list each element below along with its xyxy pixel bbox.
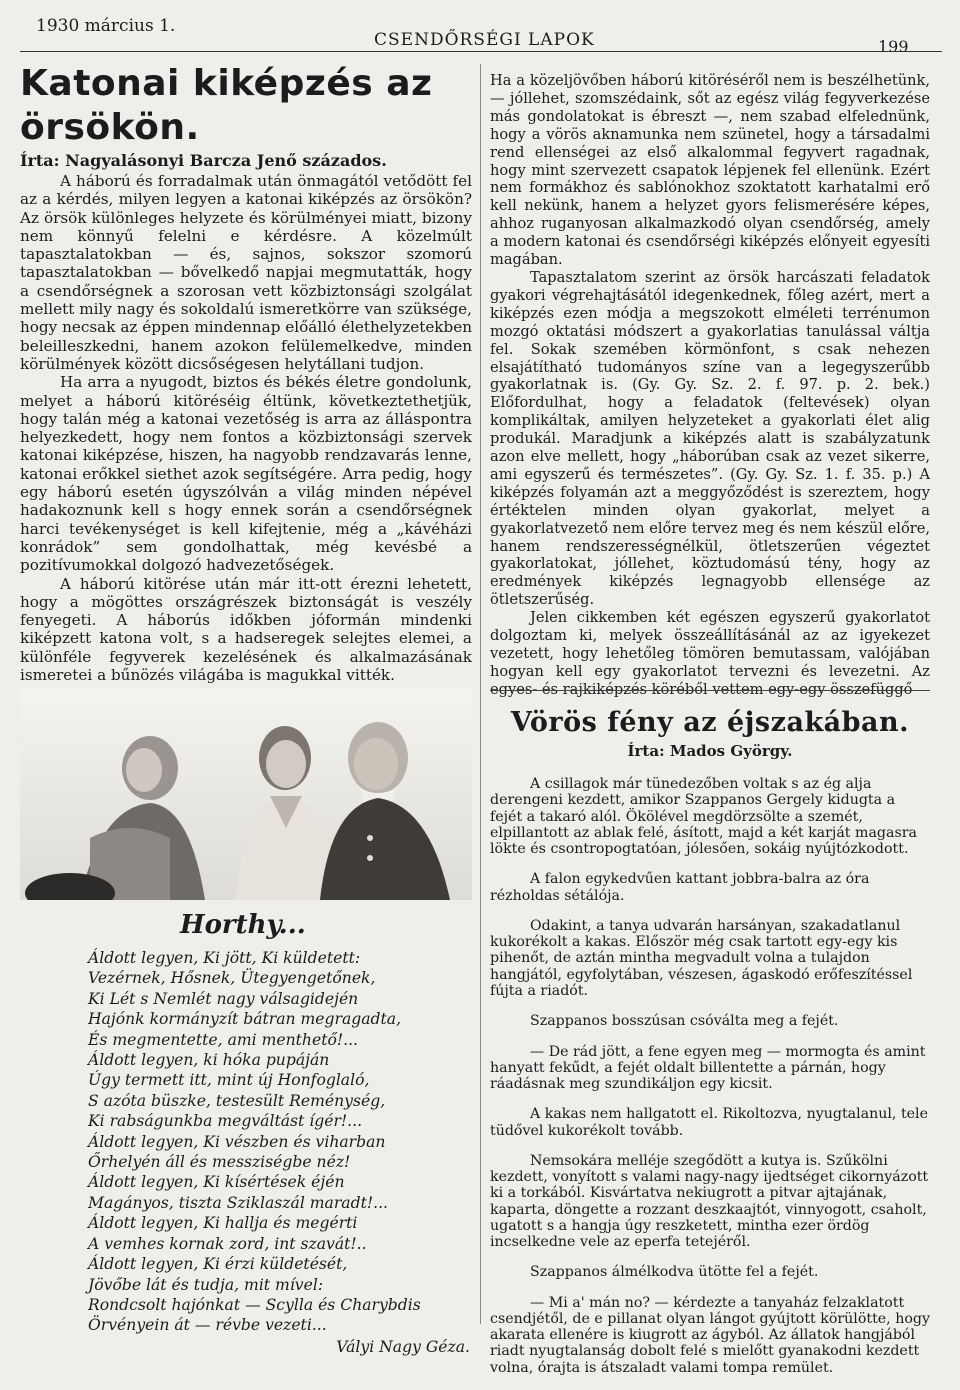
issue-date: 1930 március 1. bbox=[36, 16, 176, 36]
page-number: 199 bbox=[878, 37, 909, 56]
article2-paragraph: A falon egykedvűen kattant jobbra-balra az óra rézholdas sétálója. bbox=[490, 871, 870, 904]
poem-line: Vezérnek, Hősnek, Ütegyengetőnek, bbox=[88, 969, 376, 988]
article2-body bbox=[490, 776, 930, 1376]
article2-paragraph: Szappanos álmélkodva ütötte fel a fejét. bbox=[530, 1264, 819, 1281]
poem-line: Áldott legyen, Ki érzi küldetését, bbox=[88, 1255, 348, 1274]
poem-line: Rondcsolt hajónkat — Scylla és Charybdis bbox=[88, 1295, 421, 1314]
poem bbox=[88, 910, 478, 1356]
article2-paragraph: Nemsokára melléje szegődött a kutya is. Szűkölni kezdett, vonyított s valami nagy-nagy ijedtséget cikornyázott ki a torkából. Kisvártatva nekiugrott a pitvar ajtajának, kaparta, döngette a rozzant deszkaajtót, vinnyogott, csaholt, ugatott s a hangja úgy reszketett, mintha ezer ördög incselkedne vele az eperfa tetejéről. bbox=[490, 1152, 929, 1250]
article1-paragraph: Ha a közeljövőben háború kitöréséről nem is beszélhetünk, — jóllehet, szomszédaink, sőt az egész világ fegyverkezése más gondolatokat is ébreszt —, nem szabad elfelednünk, hogy a vörös aknamunka nem szünetel, hogy a társadalmi rend ellenségei az első alkalommal fegyvert ragadnak, hogy mint szervezett csapatok lépjenek fel ellenünk. Ezért nem formákhoz és sablónokhoz szoktatott karhatalmi erő kell nekünk, hanem a helyzet gyors felismerésére képes, ahhoz ruganyosan alkalmazkodó olyan csendőrség, amely a modern katonai és csendőrségi kiképzés előnyeit egyesíti magában. bbox=[490, 72, 930, 269]
article1-paragraph: A háború és forradalmak után önmagától vetődött fel az a kérdés, milyen legyen a katonai kiképzés az örsökön? Az örsök különleges helyzete és körülményei miatt, bizony nem könnyű felelni e kérdésre. A közelmúlt tapasztalatokban — és, sajnos, sokszor szomorú tapasztalatokban — bővelkedő napjai megmutatták, hogy a csendőrségnek a szorosan vett közbiztonsági szolgálat mellett mily nagy és sokoldalú ismeretkörre van szüksége, hogy necsak az éppen mindennap előálló élethelyzetekben beleilleszkedni, hanem azokon felülemelkedve, minden körülmények között dicsőségesen helytállani tudjon. bbox=[20, 172, 472, 373]
publication-title: CSENDŐRSÉGI LAPOK bbox=[374, 30, 595, 50]
poem-lines bbox=[88, 948, 478, 1336]
poem-line: Úgy termett itt, mint új Honfoglaló, bbox=[88, 1071, 370, 1090]
article1-title: Katonai kiképzés az örsökön. bbox=[20, 63, 433, 148]
article2 bbox=[490, 706, 930, 1390]
poem-line: Áldott legyen, Ki jött, Ki küldetett: bbox=[88, 949, 361, 967]
poem-line: Őrhelyén áll és messziségbe néz! bbox=[88, 1153, 351, 1172]
article2-title: Vörös fény az éjszakában. bbox=[510, 707, 910, 738]
poem-line: Örvényein át — révbe vezeti... bbox=[88, 1316, 327, 1335]
horthy-photo bbox=[20, 688, 472, 900]
poem-line: Ki Lét s Nemlét nagy válsagidején bbox=[88, 989, 359, 1008]
article1-paragraph: Ha arra a nyugodt, biztos és békés életre gondolunk, melyet a háború kitöréséig éltünk, következtethetjük, hogy talán még a katonai vezetőség is arra az álláspontra helyezkedett, hogy nem fontos a közbiztonsági szervek katonai kiképzése, hiszen, ha nagyobb rendzavarás lenne, katonai erőkkel siethet azok segítségére. Arra pedig, hogy egy háború esetén úgyszólván a világ minden népével hadakoznunk kell s hogy ennek során a csendőrségnek harci tevékenységet is kell kifejtenie, még a „kávéházi konrádok” sem gondolhattak, még kevésbé a pozitívumokkal dolgozó hadvezetőségek. bbox=[20, 373, 472, 575]
poem-author: Vályi Nagy Géza. bbox=[336, 1337, 470, 1356]
poem-title: Horthy... bbox=[180, 910, 306, 940]
article1-right bbox=[490, 72, 930, 699]
article-separator bbox=[490, 690, 930, 691]
article1-left bbox=[20, 62, 472, 684]
article1-body bbox=[20, 172, 472, 684]
article1-body-continued bbox=[490, 72, 930, 699]
poem-line: A vemhes kornak zord, int szavát!.. bbox=[88, 1234, 367, 1253]
article2-byline: Írta: Mados György. bbox=[627, 742, 793, 760]
column-divider bbox=[480, 64, 481, 1324]
photo-illustration bbox=[20, 688, 472, 900]
article2-paragraph: Odakint, a tanya udvarán harsányan, szakadatlanul kukorékolt a kakas. Először még csak tartott egy-egy kis pihenőt, de aztán mintha megvadult volna a tulajdon hangjától, egyfolytában, vészesen, ágaskodó erőfeszítéssel fújta a riadót. bbox=[490, 917, 913, 999]
poem-line: Jövőbe lát és tudja, mit mível: bbox=[88, 1275, 324, 1294]
poem-line: Áldott legyen, Ki vészben és viharban bbox=[88, 1132, 386, 1151]
article1-byline: Írta: Nagyalásonyi Barcza Jenő százados. bbox=[20, 151, 387, 170]
article1-paragraph: Jelen cikkemben két egészen egyszerű gyakorlatot dolgoztam ki, melyek összeállításánál az az igyekezet vezetett, hogy lehetőleg tömören bemutassam, valójában hogyan kell egy gyakorlatot tervezni és levezetni. Az egyes- és rajkiképzés köréből vettem egy-egy összefüggő bbox=[490, 609, 930, 698]
article1-paragraph: Tapasztalatom szerint az örsök harcászati feladatok gyakori végrehajtásától idegenkednek, főleg azért, mert a kiképzés ezen módja a megszokott elméleti terrénumon mozgó oktatási módszert a gyakorlatias tanulással váltja fel. Sokak szemében körmönfont, s csak nehezen elsajátítható tudományos színe van a legegyszerűbb gyakorlatnak is. (Gy. Gy. Sz. 2. f. 97. p. 2. bek.) Előfordulhat, hogy a feladatok (feltevések) olyan komplikáltak, amilyen helyzeteket a gyakorlati élet alig produkál. Maradjunk a kiképzés alatt is szabályzatunk azon elve mellett, hogy „háborúban csak az vezet sikerre, ami egyszerű és természetes”. (Gy. Gy. Sz. 1. f. 35. p.) A kiképzés folyamán azt a meggyőződést is szereztem, hogy értéktelen minden olyan gyakorlat, melyet a gyakorlatvezető nem előre tervez meg és nem készül előre, hanem rendszerességnélkül, ötletszerűen végeztet gyakorlatokat, jóllehet, köztudomású tény, hogy az eredmények kiképzés legnagyobb ellensége az ötletszerűség. bbox=[490, 268, 930, 609]
article2-paragraph: Szappanos bosszúsan csóválta meg a fejét. bbox=[530, 1013, 839, 1030]
article2-paragraph: A csillagok már tünedezőben voltak s az ég alja derengeni kezdett, amikor Szappanos Gergely kidugta a fejét a takaró alól. Ökölével megdörzsölte a szemét, elpillantott az ablak felé, ásított, majd a két karját magasra lökte és csontropogtatóan, jólesően, sokáig nyújtózkodott. bbox=[490, 776, 917, 857]
poem-line: Hajónk kormányzít bátran megragadta, bbox=[88, 1010, 402, 1029]
article2-paragraph: — Mi a' mán no? — kérdezte a tanyaház felzaklatott csendjétől, de e pillanat olyan lángot gyújtott körülötte, hogy akarata ellenére is kiugrott az ágyból. Az állatok hangjából riadt nyugtalanság dobolt felé s mielőtt gyanakodni kezdett volna, órajta is átszaladt valami tompa remület. bbox=[490, 1294, 930, 1376]
article2-paragraph: A kakas nem hallgatott el. Rikoltozva, nyugtalanul, tele tüdővel kukorékolt tovább. bbox=[490, 1106, 928, 1139]
article2-paragraph: — De rád jött, a fene egyen meg — mormogta és amint hanyatt fekűdt, a fejét oldalt billentette a párnán, hogy ráadásnak meg szundikáljon egy kicsit. bbox=[490, 1043, 926, 1092]
poem-line: És megmentette, ami menthető!... bbox=[88, 1030, 358, 1049]
poem-line: Áldott legyen, Ki kísértések éjén bbox=[88, 1173, 345, 1192]
poem-line: Magányos, tiszta Sziklaszál maradt!... bbox=[88, 1193, 388, 1212]
poem-line: Ki rabságunkba megváltást ígér!... bbox=[88, 1112, 363, 1131]
poem-line: S azóta büszke, testesült Reménység, bbox=[88, 1091, 386, 1110]
article1-paragraph: A háború kitörése után már itt-ott érezni lehetett, hogy a mögöttes országrészek biztonságát is veszély fenyegeti. A háborús időkben jóformán mindenki kiképzett katona volt, s a hadseregek selejtes elemei, a különféle fegyverek kezelésének és alkalmazásának ismeretei a bűnözés világába is magukkal vitték. bbox=[20, 574, 472, 685]
header-rule bbox=[20, 51, 942, 52]
page-header bbox=[0, 0, 960, 64]
poem-line: Áldott legyen, ki hóka pupáján bbox=[88, 1051, 330, 1070]
poem-line: Áldott legyen, Ki hallja és megérti bbox=[88, 1214, 358, 1233]
